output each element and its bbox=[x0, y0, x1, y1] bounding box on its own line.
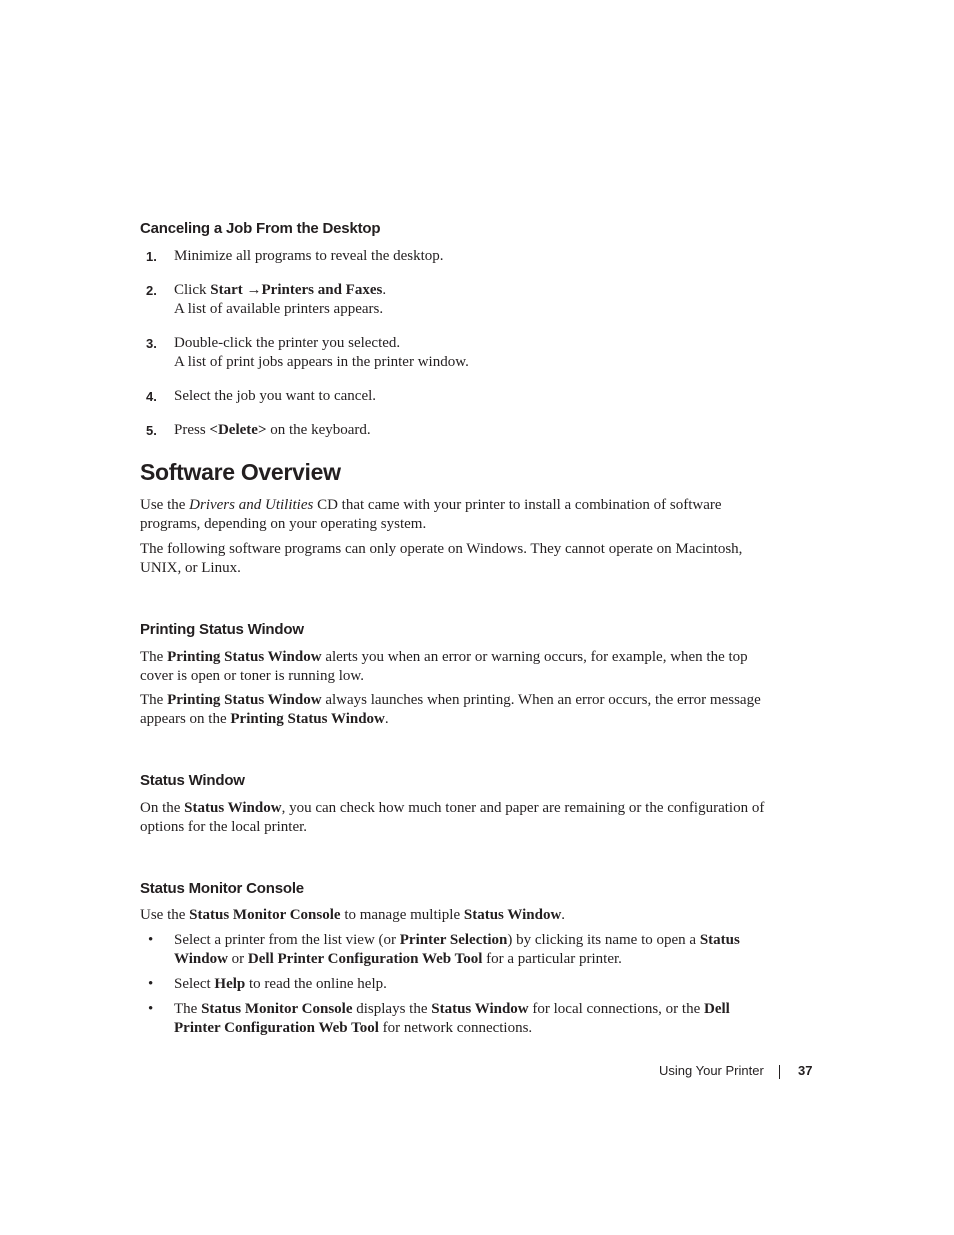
footer-section-title: Using Your Printer bbox=[659, 1063, 764, 1078]
bullet-text: Select Help to read the online help. bbox=[174, 976, 387, 992]
printing-status-paragraph-1: The Printing Status Window alerts you when an error or warning occurs, for example, when the top cover is open or toner is running low. bbox=[140, 649, 748, 684]
bullet-text: The Status Monitor Console displays the Status Window for local connections, or the Dell Printer Configuration Web Tool for network connections. bbox=[174, 1001, 730, 1036]
step-number: 2. bbox=[146, 283, 157, 298]
bullet-icon: • bbox=[148, 932, 154, 948]
page-number: 37 bbox=[798, 1063, 813, 1078]
page-footer bbox=[0, 1063, 954, 1083]
step-text: Select the job you want to cancel. bbox=[174, 388, 377, 404]
heading-software-overview: Software Overview bbox=[140, 459, 341, 485]
step-number: 3. bbox=[146, 336, 157, 351]
overview-paragraph-1: Use the Drivers and Utilities CD that came with your printer to install a combination of software programs, depending on your operating system. bbox=[140, 497, 722, 532]
footer-divider bbox=[779, 1065, 780, 1079]
bullet-icon: • bbox=[148, 1001, 154, 1017]
heading-status-monitor-console: Status Monitor Console bbox=[140, 880, 304, 897]
step-text: Double-click the printer you selected. A list of print jobs appears in the printer window. bbox=[174, 335, 469, 370]
printing-status-paragraph-2: The Printing Status Window always launches when printing. When an error occurs, the error message appears on the Printing Status Window. bbox=[140, 692, 761, 727]
bullet-text: Select a printer from the list view (or Printer Selection) by clicking its name to open a Status Window or Dell Printer Configuration Web Tool for a particular printer. bbox=[174, 932, 740, 967]
step-text: Minimize all programs to reveal the desktop. bbox=[174, 248, 444, 264]
bullet-icon: • bbox=[148, 976, 154, 992]
step-text: Click Start →Printers and Faxes. A list of available printers appears. bbox=[174, 282, 387, 317]
overview-paragraph-2: The following software programs can only operate on Windows. They cannot operate on Macintosh, UNIX, or Linux. bbox=[140, 541, 743, 576]
heading-canceling-job: Canceling a Job From the Desktop bbox=[140, 220, 381, 237]
step-number: 4. bbox=[146, 389, 157, 404]
status-window-paragraph: On the Status Window, you can check how much toner and paper are remaining or the configuration of options for the local printer. bbox=[140, 800, 765, 835]
monitor-paragraph: Use the Status Monitor Console to manage multiple Status Window. bbox=[140, 907, 566, 923]
heading-status-window: Status Window bbox=[140, 772, 245, 789]
arrow-icon: → bbox=[242, 282, 262, 298]
heading-printing-status-window: Printing Status Window bbox=[140, 621, 304, 638]
step-number: 1. bbox=[146, 249, 157, 264]
step-number: 5. bbox=[146, 423, 157, 438]
step-text: Press <Delete> on the keyboard. bbox=[174, 422, 371, 438]
